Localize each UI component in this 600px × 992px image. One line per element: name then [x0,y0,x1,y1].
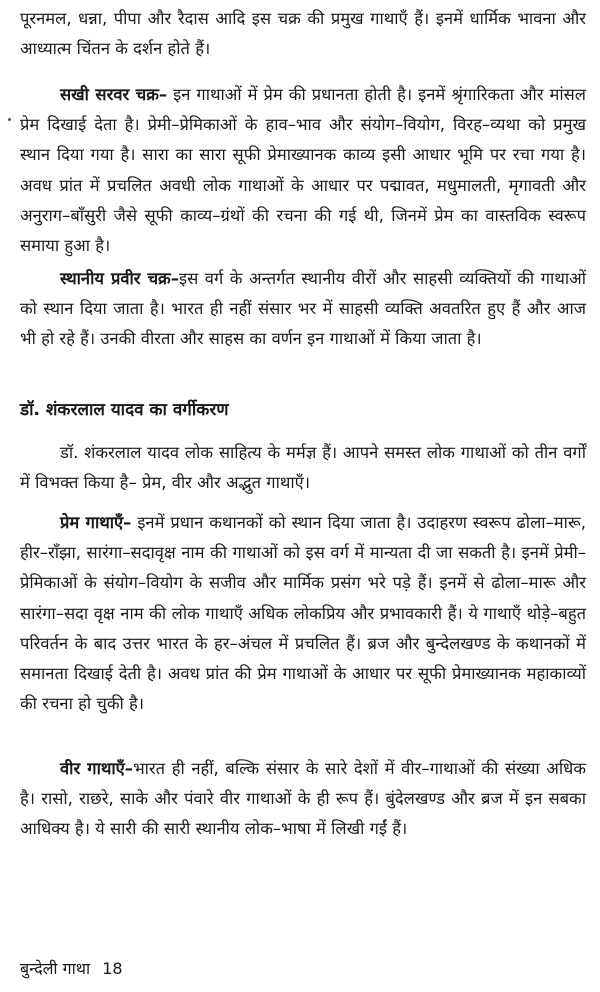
paragraph-classification: डॉ. शंकरलाल यादव लोक साहित्य के मर्मज्ञ हैं। आपने समस्त लोक गाथाओं को तीन वर्गों में विभक्त किया है– प्रेम, वीर और अद्भुत गाथाएँ। [20,443,586,493]
paragraph-lead-veer-gathayen: वीर गाथाएँ– [60,759,134,778]
paragraph-prem-gathayen [20,508,586,719]
paragraph-body-veer-gathayen: भारत ही नहीं, बल्कि संसार के सारे देशों में वीर–गाथाओं की संख्या अधिक है। रासो, राछरे, साके और पंवारे वीर गाथाओं के ही रूप हैं। बुंदेलखण्ड और ब्रज में इन सबका आधिक्य है। ये सारी की सारी स्थानीय लोक–भाषा में लिखी गईं हैं। [20,759,586,839]
paragraph-body-sthaniya-pravir: इस वर्ग के अन्तर्गत स्थानीय वीरों और साहसी व्यक्तियों की गाथाओं को स्थान दिया जाता है। भारत ही नहीं संसार भर में साहसी व्यक्ति अवतरित हुए हैं और आज भी हो रहे हैं। उनकी वीरता और साहस का वर्णन इन गाथाओं में किया जाता है। [20,269,586,349]
section-heading: डॉ. शंकरलाल यादव का वर्गीकरण [20,400,229,420]
paragraph-body-sakhi-sarvar: इन गाथाओं में प्रेम की प्रधानता होती है। इनमें श्रृंगारिकता और मांसल प्रेम दिखाई देता है। प्रेमी–प्रेमिकाओं के हाव–भाव और संयोग–वियोग, विरह–व्यथा को प्रमुख स्थान दिया गया है। सारा का सारा सूफी प्रेमाख्यानक काव्य इसी आधार भूमि पर रचा गया है। अवध प्रांत में प्रचलित अवधी लोक गाथाओं के आधार पर पद्मावत, मधुमालती, मृगावती और अनुराग–बाँसुरी जैसे सूफी काव्य–ग्रंथों की रचना की गई थी, जिनमें प्रेम का वास्तविक स्वरूप समाया हुआ है। [20,85,586,256]
page-number: 18 [102,959,123,978]
paragraph-lead-prem-gathayen: प्रेम गाथाएँ– [60,513,132,532]
paragraph-intro: पूरनमल, धन्ना, पीपा और रैदास आदि इस चक्र की प्रमुख गाथाएँ हैं। इनमें धार्मिक भावना और आध्यात्म चिंतन के दर्शन होते हैं। [20,9,586,59]
page-footer [20,957,123,981]
book-title: बुन्देली गाथा [20,959,91,978]
paragraph-sthaniya-pravir [20,264,586,355]
scan-speck [8,118,11,121]
paragraph-body-prem-gathayen: इनमें प्रधान कथानकों को स्थान दिया जाता है। उदाहरण स्वरूप ढोला–मारू, हीर–राँझा, सारंगा–सदावृक्ष नाम की गाथाओं को इस वर्ग में मान्यता दी जा सकती है। इनमें प्रेमी–प्रेमिकाओं के संयोग–वियोग के सजीव और मार्मिक प्रसंग भरे पड़े हैं। इनमें से ढोला–मारू और सारंगा–सदा वृक्ष नाम की लोक गाथाएँ अधिक लोकप्रिय और प्रभावकारी हैं। ये गाथाएँ थोड़े–बहुत परिवर्तन के बाद उत्तर भारत के हर–अंचल में प्रचलित हैं। ब्रज और बुन्देलखण्ड के कथानकों में समानता दिखाई देती है। अवध प्रांत की प्रेम गाथाओं के आधार पर सूफी प्रेमाख्यानक महाकाव्यों की रचना हो चुकी है। [20,513,586,714]
paragraph-lead-sakhi-sarvar: सखी सरवर चक्र– [60,85,168,104]
paragraph-sakhi-sarvar [20,80,586,261]
paragraph-lead-sthaniya-pravir: स्थानीय प्रवीर चक्र– [60,269,179,288]
paragraph-veer-gathayen [20,754,586,845]
